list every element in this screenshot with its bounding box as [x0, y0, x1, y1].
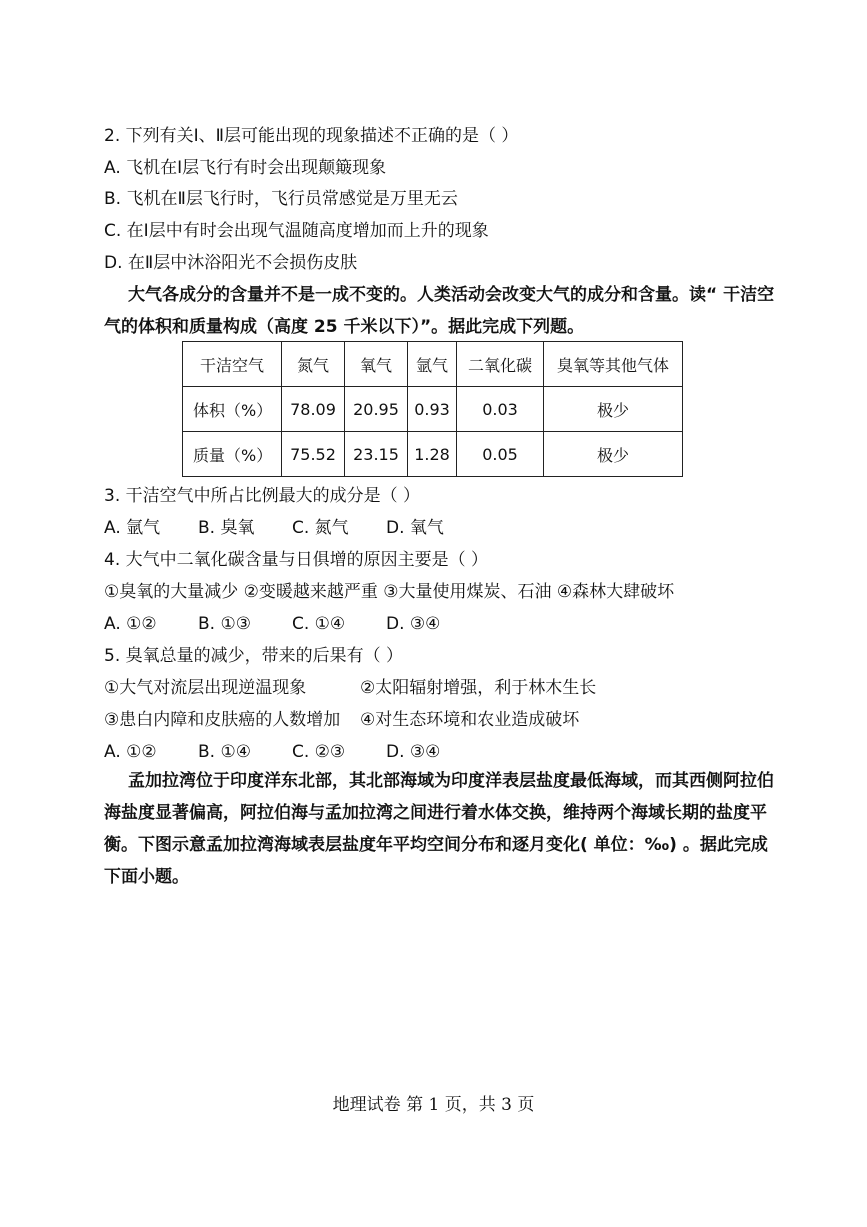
q5-items-row-1 — [104, 677, 596, 699]
q4-option-d: D. ③④ — [386, 614, 441, 634]
q5-option-d: D. ③④ — [386, 742, 441, 762]
intro-paragraph-1 — [104, 279, 776, 343]
intro-text-1: 大气各成分的含量并不是一成不变的。人类活动会改变大气的成分和含量。读“ 干洁空气的体积和质量构成（高度 25 千米以下）”。据此完成下列题。 — [104, 285, 775, 337]
q5-item-2: ②太阳辐射增强，利于林木生长 — [360, 678, 597, 698]
q5-item-4: ④对生态环境和农业造成破坏 — [360, 710, 580, 730]
table-cell: 0.05 — [457, 432, 544, 477]
q2-option-a: A. 飞机在Ⅰ层飞行有时会出现颠簸现象 — [104, 158, 387, 178]
q3-option-d: D. 氧气 — [386, 518, 444, 538]
q3-option-b: B. 臭氧 — [198, 518, 255, 538]
q5-item-3: ③患白内障和皮肤癌的人数增加 — [104, 710, 341, 730]
q3-option-c: C. 氮气 — [292, 518, 349, 538]
q2-option-c: C. 在Ⅰ层中有时会出现气温随高度增加而上升的现象 — [104, 221, 489, 241]
q4-option-a: A. ①② — [104, 614, 157, 634]
table-cell: 极少 — [544, 387, 683, 432]
q3-option-a: A. 氩气 — [104, 518, 161, 538]
table-header-cell: 氮气 — [282, 342, 345, 387]
q5-stem: 5. 臭氧总量的减少，带来的后果有（ ） — [104, 646, 404, 666]
table-cell: 1.28 — [408, 432, 457, 477]
table-cell: 23.15 — [345, 432, 408, 477]
q4-items: ①臭氧的大量减少 ②变暖越来越严重 ③大量使用煤炭、石油 ④森林大肆破坏 — [104, 582, 675, 602]
table-header-cell: 二氧化碳 — [457, 342, 544, 387]
q5-option-b: B. ①④ — [198, 742, 251, 762]
q3-stem: 3. 干洁空气中所占比例最大的成分是（ ） — [104, 486, 421, 506]
q4-option-b: B. ①③ — [198, 614, 251, 634]
table-cell: 体积（%） — [183, 387, 282, 432]
intro-paragraph-2 — [104, 765, 776, 893]
air-composition-table — [182, 341, 683, 477]
q2-option-b: B. 飞机在Ⅱ层飞行时，飞行员常感觉是万里无云 — [104, 189, 458, 209]
q5-option-c: C. ②③ — [292, 742, 346, 762]
page-footer: 地理试卷 第 1 页，共 3 页 — [332, 1095, 535, 1115]
table-cell: 20.95 — [345, 387, 408, 432]
q2-stem: 2. 下列有关Ⅰ、Ⅱ层可能出现的现象描述不正确的是（ ） — [104, 126, 519, 146]
table-cell: 78.09 — [282, 387, 345, 432]
q4-option-c: C. ①④ — [292, 614, 346, 634]
q3-options — [104, 517, 444, 539]
table-cell: 极少 — [544, 432, 683, 477]
q5-item-1: ①大气对流层出现逆温现象 — [104, 678, 307, 698]
table-cell: 0.93 — [408, 387, 457, 432]
q4-options — [104, 613, 440, 635]
q5-options — [104, 741, 440, 763]
table-row — [183, 387, 683, 432]
q5-option-a: A. ①② — [104, 742, 157, 762]
table-header-cell: 干洁空气 — [183, 342, 282, 387]
table-header-row — [183, 342, 683, 387]
table-header-cell: 氧气 — [345, 342, 408, 387]
q5-items-row-2 — [104, 709, 579, 731]
intro-text-2: 孟加拉湾位于印度洋东北部，其北部海域为印度洋表层盐度最低海域，而其西侧阿拉伯海盐度显著偏高，阿拉伯海与孟加拉湾之间进行着水体交换，维持两个海域长期的盐度平衡。下图示意孟加拉湾海域表层盐度年平均空间分布和逐月变化( 单位：‰) 。据此完成下面小题。 — [104, 771, 774, 887]
table-cell: 0.03 — [457, 387, 544, 432]
q4-stem: 4. 大气中二氧化碳含量与日俱增的原因主要是（ ） — [104, 550, 489, 570]
table-cell: 75.52 — [282, 432, 345, 477]
table-row — [183, 432, 683, 477]
table-header-cell: 氩气 — [408, 342, 457, 387]
table-header-cell: 臭氧等其他气体 — [544, 342, 683, 387]
q2-option-d: D. 在Ⅱ层中沐浴阳光不会损伤皮肤 — [104, 253, 358, 273]
table-cell: 质量（%） — [183, 432, 282, 477]
